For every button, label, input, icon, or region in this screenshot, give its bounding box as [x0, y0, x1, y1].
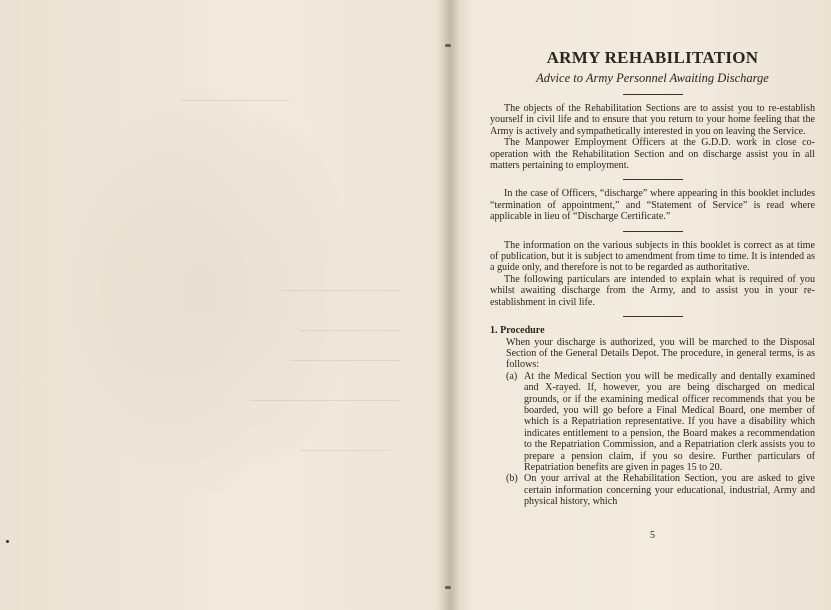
list-item-label: (b) [506, 473, 518, 485]
book-gutter [438, 0, 460, 610]
section-heading-procedure: 1. Procedure [490, 325, 545, 337]
page-subtitle: Advice to Army Personnel Awaiting Discharge [536, 71, 769, 85]
intro-paragraph-2: The Manpower Employment Officers at the G.D.D. work in close co-operation with the Rehabilitation Section and on discharge assist you in all matters pertaining to employment. [490, 137, 815, 172]
staple [445, 586, 451, 589]
staple [445, 44, 451, 47]
intro-paragraph-1: The objects of the Rehabilitation Sections are to assist you to re-establish yourself in civil life and to ensure that you return to your home feeling that the Army is actively and sympathetically interested in you on leaving the Service. [490, 103, 815, 137]
page-title: ARMY REHABILITATION [546, 48, 759, 67]
divider [623, 316, 683, 317]
bleedthrough-line [300, 450, 390, 451]
bleedthrough-line [280, 290, 400, 291]
divider [623, 94, 683, 95]
info-paragraph-1: The information on the various subjects in this booklet is correct as at time of publication, but it is subject to amendment from time to time. It is intended as a guide only, and therefore is not to be regarded as authoritative. [490, 239, 815, 274]
bleedthrough-line [290, 360, 400, 361]
bleedthrough-line [300, 330, 400, 331]
bleedthrough-line [180, 100, 290, 101]
list-item-label: (a) [506, 370, 518, 382]
list-item [490, 371, 815, 474]
divider [623, 179, 683, 180]
paper-speck [6, 540, 9, 543]
right-page [490, 40, 815, 508]
procedure-lead: When your discharge is authorized, you will be marched to the Disposal Section of the General Details Depot. The procedure, in general terms, is as follows: [506, 336, 815, 371]
officers-note: In the case of Officers, “discharge” where appearing in this booklet includes “termination of appointment,” and “Statement of Service” is read where applicable in lieu of “Discharge Certificate.” [490, 188, 815, 223]
divider [623, 231, 683, 232]
info-paragraph-2: The following particulars are intended to explain what is required of you whilst awaiting discharge from the Army, and to assist you in your re-establishment in civil life. [490, 273, 815, 308]
list-item [490, 473, 815, 507]
page-number: 5 [650, 530, 655, 541]
list-item-text: On your arrival at the Rehabilitation Section, you are asked to give certain information concerning your educational, industrial, Army and physical history, which [524, 473, 815, 508]
list-item-text: At the Medical Section you will be medically and dentally examined and X-rayed. If, however, you are being discharged on medical grounds, or if the examining medical officer recommends that you be boarded, you will go before a Final Medical Board, one member of which is a Repatriation representative. If you have a disability which indicates entitlement to a pension, the Board makes a recommendation to the Repatriation Commission, and a Repatriation clerk assists you to prepare a pension claim, if you so desire. Further particulars of Repatriation benefits are given in pages 15 to 20. [524, 370, 815, 473]
bleedthrough-line [250, 400, 400, 401]
